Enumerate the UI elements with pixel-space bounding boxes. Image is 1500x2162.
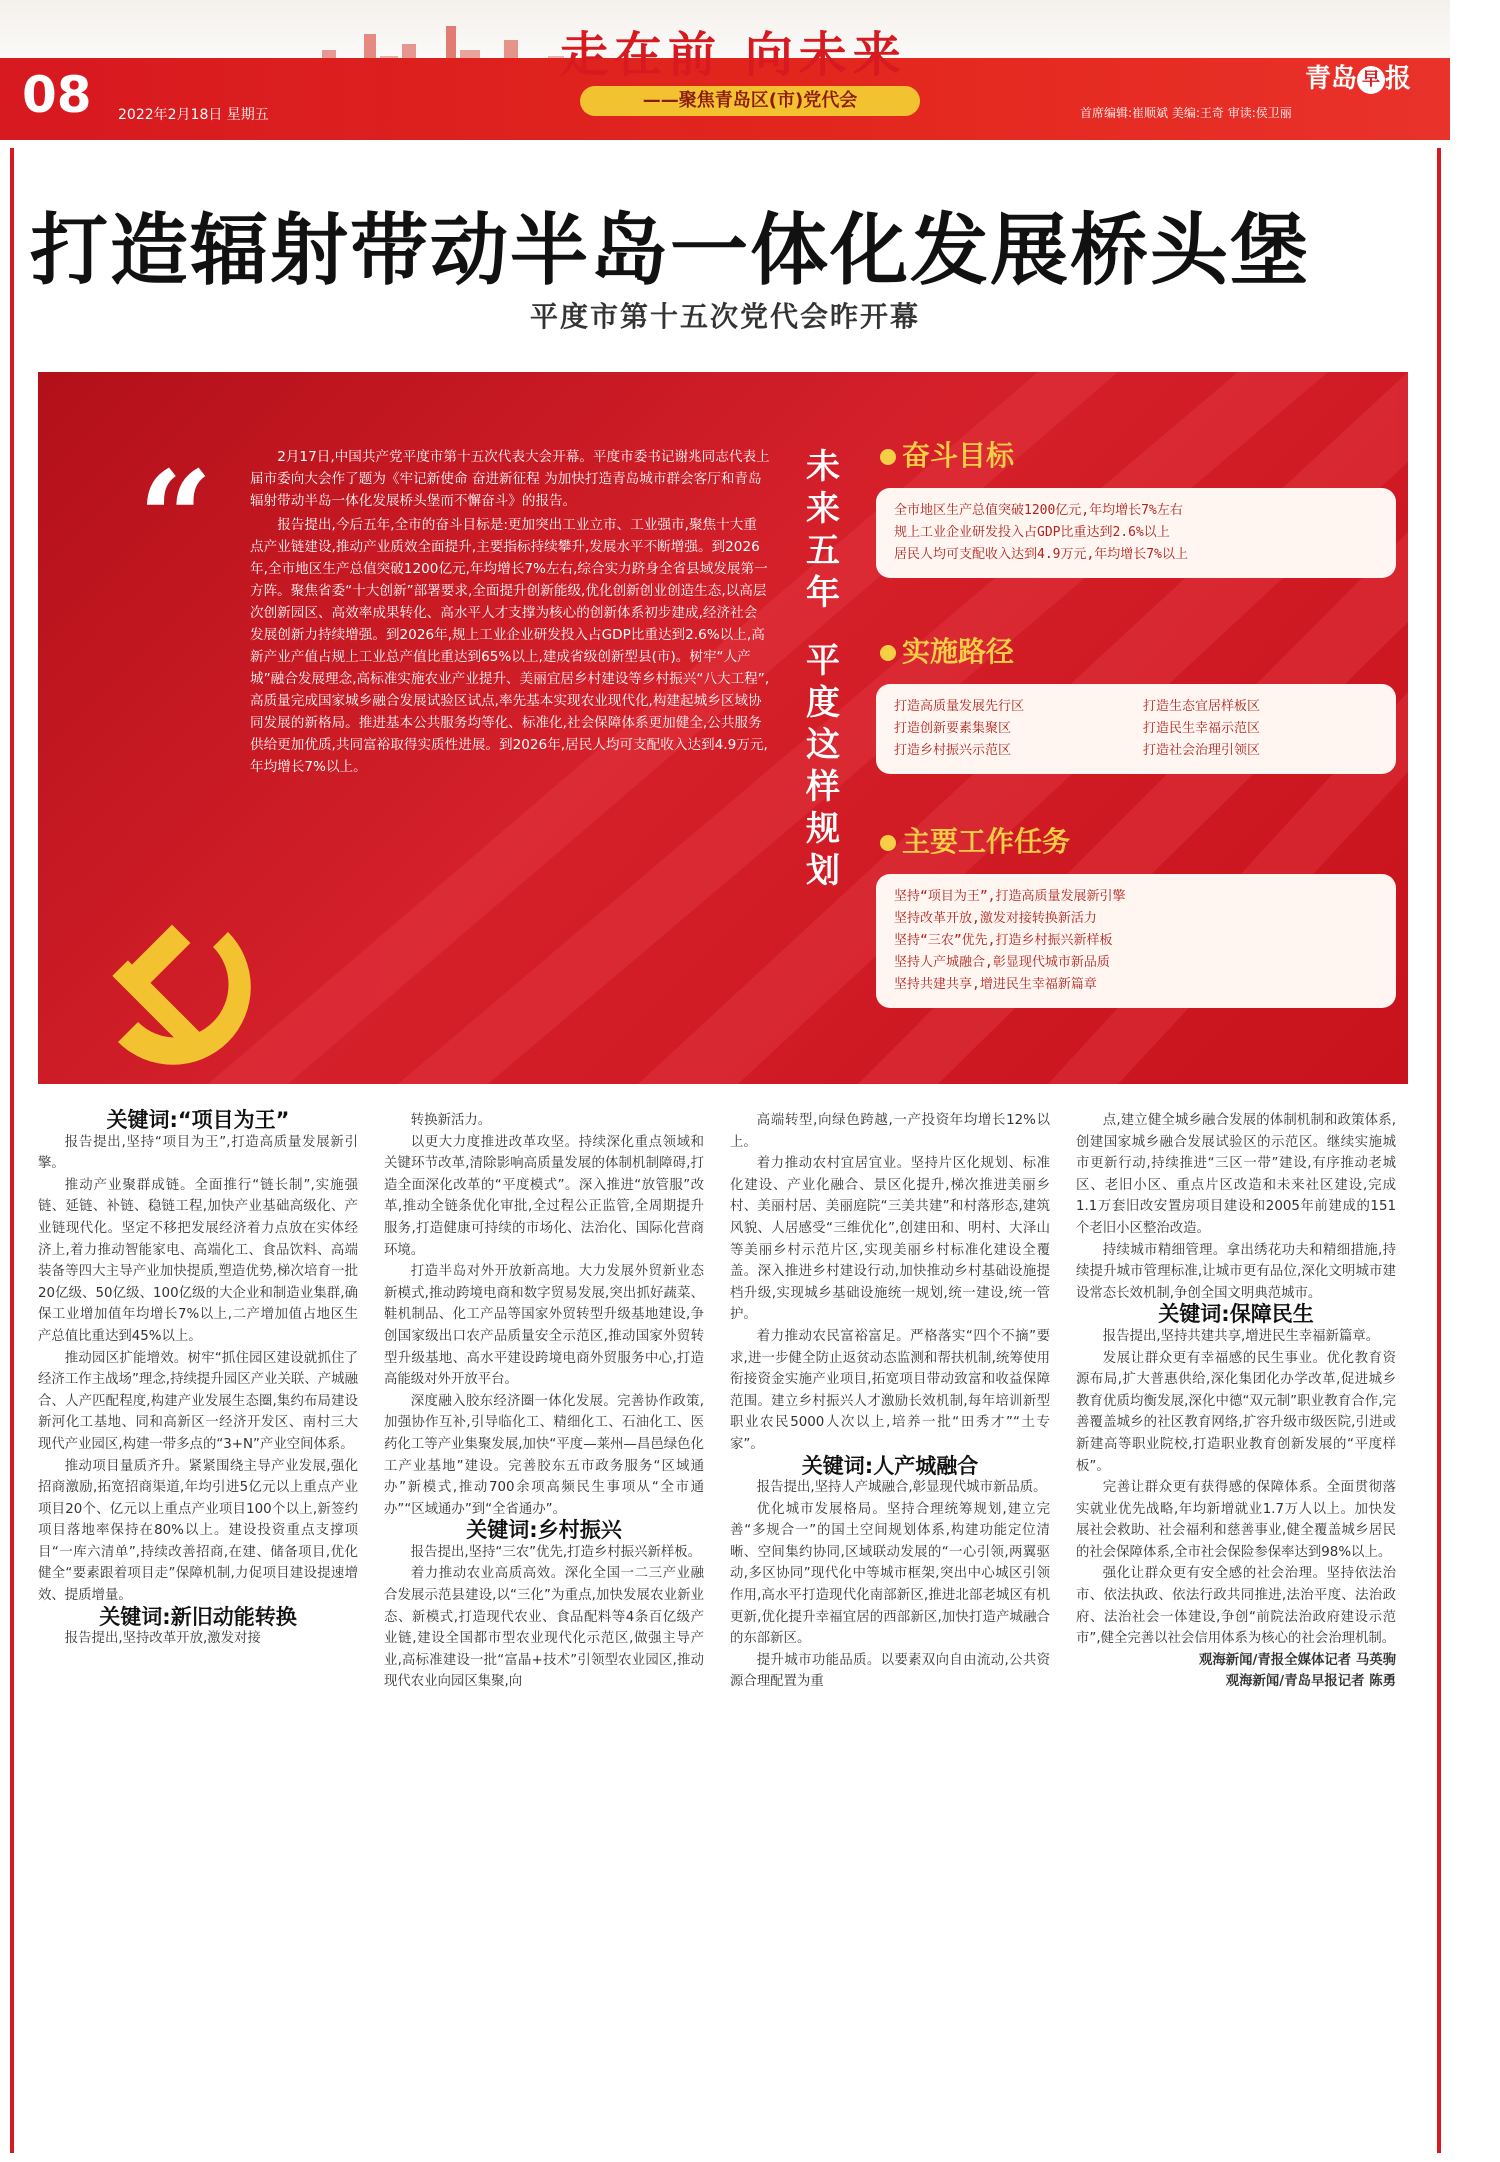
body-paragraph: 报告提出,坚持“项目为王”,打造高质量发展新引擎。 [38, 1134, 358, 1172]
body-paragraph: 打造半岛对外开放新高地。大力发展外贸新业态新模式,推动跨境电商和数字贸易发展,突出抓好蔬菜、鞋机制品、化工产品等国家外贸转型升级基地建设,争创国家级出口农产品质量安全示范区,推动国家外贸转型升级基地、高水平建设跨境电商外贸服务中心,打造高能级对外开放平台。 [384, 1264, 704, 1388]
body-paragraph: 提升城市功能品质。以要素双向自由流动,公共资源合理配置为重 [730, 1652, 1050, 1690]
info-panel [38, 372, 1408, 1084]
subslogan: ——聚焦青岛区(市)党代会 [580, 86, 920, 116]
newspaper-logo [1305, 58, 1411, 95]
body-paragraph: 推动产业聚群成链。全面推行“链长制”,实施强链、延链、补链、稳链工程,加快产业基础高级化、产业链现代化。坚定不移把发展经济着力点放在实体经济上,着力推动智能家电、高端化工、食品饮料、高端装备等四大主导产业加快提质,塑造优势,梯次培育一批20亿级、50亿级、100亿级的大企业和制造业集群,确保工业增加值年均增长7%以上,二产增加值占地区生产总值比重达到45%以上。 [38, 1177, 358, 1344]
paths-heading: 实施路径 [880, 630, 1014, 670]
body-paragraph: 点,建立健全城乡融合发展的体制机制和政策体系,创建国家城乡融合发展试验区的示范区。继续实施城市更新行动,持续推进“三区一带”建设,有序推动老城区、老旧小区、重点片区改造和未来社区建设,完成1.1万套旧改安置房项目建设和2005年前建成的151个老旧小区整治改造。 [1076, 1113, 1396, 1236]
keyword-heading: 关键词:“项目为王” [106, 1108, 290, 1132]
body-paragraph: 着力推动农业高质高效。深化全国一二三产业融合发展示范县建设,以“三化”为重点,加快发展农业新业态、新模式,打造现代农业、食品配料等4条百亿级产业链,建设全国都市型农业现代化示范区,做强主导产业,高标准建设一批“富晶+技术”引领型农业园区,推动现代农业向园区集聚,向 [384, 1566, 704, 1690]
goal-line: 全市地区生产总值突破1200亿元,年均增长7%左右 [894, 503, 1183, 518]
column-3 [730, 1110, 1050, 1693]
vertical-title-char: 样 [806, 767, 840, 807]
vertical-title-char: 年 [806, 573, 840, 613]
column-4 [1076, 1110, 1396, 1693]
byline: 观海新闻/青岛早报记者 陈勇 [1225, 1674, 1396, 1690]
vertical-title-char: 度 [806, 683, 840, 723]
vertical-title-char: 划 [806, 851, 840, 891]
masthead [0, 0, 1450, 148]
paths-box [876, 684, 1396, 774]
intro-text [250, 446, 770, 780]
logo-text: 青岛 [1305, 64, 1358, 94]
path-item: 打造创新要素集聚区 [894, 721, 1012, 736]
page-margin [1450, 0, 1500, 2162]
keyword-heading: 关键词:乡村振兴 [466, 1518, 622, 1543]
body-paragraph: 报告提出,坚持“三农”优先,打造乡村振兴新样板。 [410, 1544, 701, 1560]
body-paragraph: 着力推动农民富裕富足。严格落实“四个不摘”要求,进一步健全防止返贫动态监测和帮扶机制,统筹使用衔接资金实施产业项目,拓宽项目带动致富和收益保障范围。建立乡村振兴人才激励长效机制,每年培训新型职业农民5000人次以上,培养一批“田秀才”“土专家”。 [730, 1328, 1050, 1452]
byline: 观海新闻/青报全媒体记者 马英驹 [1198, 1652, 1396, 1668]
body-paragraph: 着力推动农村宜居宜业。坚持片区化规划、标准化建设、产业化融合、景区化提升,梯次推进美丽乡村、美丽村居、美丽庭院“三美共建”和村落形态,建筑风貌、人居感受“三维优化”,创建田和、明村、大泽山等美丽乡村示范片区,实现美丽乡村标准化建设全覆盖。深入推进乡村建设行动,加快推动乡村基础设施提档升级,实现城乡基础设施统一规划,统一建设,统一管护。 [730, 1156, 1050, 1323]
body-paragraph: 推动项目量质齐升。紧紧围绕主导产业发展,强化招商激励,拓宽招商渠道,年均引进5亿元以上重点产业项目20个、亿元以上重点产业项目100个以上,新签约项目落地率保持在80%以上。建设投资重点支撑项目“一库六清单”,持续改善招商,在建、储备项目,优化健全“要素跟着项目走”保障机制,力促项目建设提速增效、提质增量。 [38, 1458, 358, 1604]
vertical-title-char: 来 [806, 489, 840, 529]
body-paragraph: 高端转型,向绿色跨越,一产投资年均增长12%以上。 [730, 1113, 1050, 1150]
task-line: 坚持共建共享,增进民生幸福新篇章 [894, 977, 1097, 992]
intro-paragraph: 2月17日,中国共产党平度市第十五次代表大会开幕。平度市委书记谢兆同志代表上届市委向大会作了题为《牢记新使命 奋进新征程 为加快打造青岛城市群会客厅和青岛辐射带动半岛一体化发展桥头堡而不懈奋斗》的报告。 [250, 449, 770, 509]
goal-line: 居民人均可支配收入达到4.9万元,年均增长7%以上 [894, 547, 1188, 562]
path-item: 打造乡村振兴示范区 [894, 743, 1012, 758]
body-paragraph: 转换新活力。 [410, 1113, 492, 1128]
path-item: 打造社会治理引领区 [1143, 743, 1261, 758]
path-item: 打造民生幸福示范区 [1143, 721, 1261, 736]
bullet-dot-icon [880, 449, 896, 465]
task-line: 坚持“三农”优先,打造乡村振兴新样板 [894, 933, 1113, 948]
slogan: 走在前 向未来 [560, 27, 907, 83]
editor-credits: 首席编辑:崔顺斌 美编:王奇 审读:侯卫丽 [1080, 106, 1292, 120]
keyword-heading: 关键词:人产城融合 [801, 1453, 979, 1478]
body-paragraph: 以更大力度推进改革攻坚。持续深化重点领域和关键环节改革,清除影响高质量发展的体制机制障碍,打造全面深化改革的“平度模式”。深入推进“放管服”改革,推动全链条优化审批,全过程公正监管,全周期提升服务,打造健康可持续的市场化、法治化、国际化营商环境。 [384, 1134, 704, 1258]
body-columns [0, 1110, 1450, 2150]
body-paragraph: 深度融入胶东经济圈一体化发展。完善协作政策,加强协作互补,引导临化工、精细化工、石油化工、医药化工等产业集聚发展,加快“平度—莱州—昌邑绿色化工产业基地”建设。完善胶东五市政务服务“区域通办”新模式,推动700余项高频民生事项从“全市通办”“区域通办”到“全省通办”。 [384, 1393, 704, 1517]
headline: 打造辐射带动半岛一体化发展桥头堡 [30, 206, 1311, 296]
body-paragraph: 持续城市精细管理。拿出绣花功夫和精细措施,持续提升城市管理标准,让城市更有品位,深化文明城市建设常态长效机制,争创全国文明典范城市。 [1076, 1242, 1396, 1301]
vertical-title-char: 这 [806, 725, 840, 765]
vertical-title [798, 446, 848, 892]
page-number: 08 [22, 66, 92, 124]
subheadline: 平度市第十五次党代会昨开幕 [529, 300, 920, 333]
body-paragraph: 优化城市发展格局。坚持合理统筹规划,建立完善“多规合一”的国土空间规划体系,构建功能定位清晰、空间集约协同,区域联动发展的“一心引领,两翼驱动,多区协同”现代化中等城市框架,突出中心城区引领作用,高水平打造现代化南部新区,推进北部老城区有机更新,优化提升幸福宜居的西部新区,加快打造产城融合的东部新区。 [730, 1501, 1050, 1647]
logo-suffix: 报 [1385, 64, 1412, 94]
logo-mark: 早 [1357, 66, 1385, 94]
bullet-dot-icon [880, 835, 896, 851]
task-line: 坚持改革开放,激发对接转换新活力 [894, 911, 1097, 926]
vertical-title-char: 平 [806, 641, 840, 681]
body-paragraph: 报告提出,坚持共建共享,增进民生幸福新篇章。 [1102, 1328, 1380, 1344]
tasks-heading: 主要工作任务 [880, 820, 1070, 860]
hammer-sickle-icon [78, 892, 278, 1082]
task-line: 坚持“项目为王”,打造高质量发展新引擎 [894, 889, 1126, 904]
body-paragraph: 强化让群众更有安全感的社会治理。坚持依法治市、依法执政、依法行政共同推进,法治平度、法治政府、法治社会一体建设,争创“前院法治政府建设示范市”,健全完善以社会信用体系为核心的社会治理机制。 [1076, 1566, 1396, 1647]
body-paragraph: 报告提出,坚持改革开放,激发对接 [64, 1631, 261, 1647]
vertical-title-char: 五 [806, 531, 840, 571]
quote-mark: “ [138, 442, 213, 595]
task-line: 坚持人产城融合,彰显现代城市新品质 [894, 955, 1110, 970]
body-paragraph: 报告提出,坚持人产城融合,彰显现代城市新品质。 [756, 1480, 1047, 1496]
bullet-dot-icon [880, 645, 896, 661]
vertical-title-char: 规 [806, 809, 840, 849]
column-1 [38, 1110, 358, 1650]
goals-box [876, 488, 1396, 578]
path-item: 打造生态宜居样板区 [1143, 699, 1261, 714]
body-paragraph: 发展让群众更有幸福感的民生事业。优化教育资源布局,扩大普惠供给,深化集团化办学改革,促进城乡教育优质均衡发展,深化中德“双元制”职业教育合作,完善覆盖城乡的社区教育网络,扩容升级市级医院,引进或新建高等职业院校,打造职业教育创新发展的“平度样板”。 [1076, 1350, 1396, 1474]
tasks-box [876, 874, 1396, 1008]
keyword-heading: 关键词:新旧动能转换 [99, 1604, 297, 1629]
body-paragraph: 完善让群众更有获得感的保障体系。全面贯彻落实就业优先战略,年均新增就业1.7万人以上。加快发展社会救助、社会福利和慈善事业,健全覆盖城乡居民的社会保障体系,全市社会保险参保率达到98%以上。 [1076, 1480, 1396, 1560]
path-item: 打造高质量发展先行区 [894, 699, 1025, 714]
column-2 [384, 1110, 704, 1693]
intro-paragraph: 报告提出,今后五年,全市的奋斗目标是:更加突出工业立市、工业强市,聚焦十大重点产业链建设,推动产业质效全面提升,主要指标持续攀升,发展水平不断增强。到2026年,全市地区生产总值突破1200亿元,年均增长7%左右,综合实力跻身全省县域发展第一方阵。聚焦省委“十大创新”部署要求,全面提升创新能级,优化创新创业创造生态,以高层次创新园区、高效率成果转化、高水平人才支撑为核心的创新体系初步建成,经济社会发展创新力持续增强。到2026年,规上工业企业研发投入占GDP比重达到2.6%以上,高新产业产值占规上工业总产值比重达到65%以上,建成省级创新型县(市)。树牢“人产城”融合发展理念,高标准实施农业产业提升、美丽宜居乡村建设等乡村振兴“八大工程”,高质量完成国家城乡融合发展试验区试点,率先基本实现农业现代化,构建起城乡区域协同发展的新格局。推进基本公共服务均等化、标准化,社会保障体系更加健全,公共服务供给更加优质,共同富裕取得实质性进展。到2026年,居民人均可支配收入达到4.9万元,年均增长7%以上。 [250, 517, 770, 775]
issue-date: 2022年2月18日 星期五 [118, 107, 269, 123]
keyword-heading: 关键词:保障民生 [1158, 1302, 1314, 1327]
goals-heading: 奋斗目标 [880, 434, 1014, 474]
goal-line: 规上工业企业研发投入占GDP比重达到2.6%以上 [894, 525, 1170, 540]
vertical-title-char: 未 [806, 447, 840, 487]
body-paragraph: 推动园区扩能增效。树牢“抓住园区建设就抓住了经济工作主战场”理念,持续提升园区产业关联、产城融合、人产匹配程度,构建产业发展生态圈,集约布局建设新河化工基地、同和高新区一经济开发区、南村三大现代产业园区,构建一带多点的“3+N”产业空间体系。 [38, 1350, 358, 1452]
